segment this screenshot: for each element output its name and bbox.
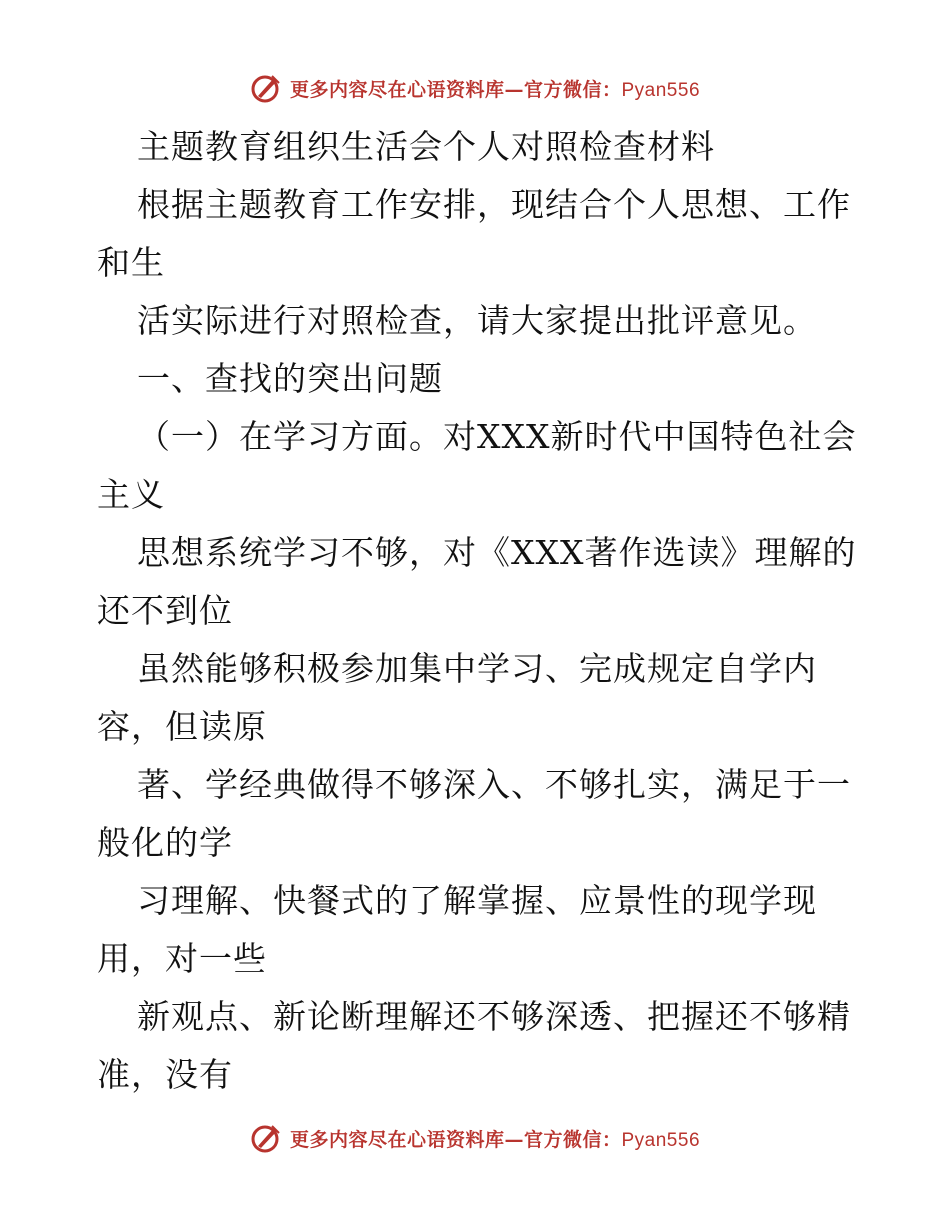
document-body [97,118,857,1104]
text-line: 著、学经典做得不够深入、不够扎实，满足于一 [137,765,851,804]
footer-banner [0,1122,950,1154]
text-line: 主义 [97,475,165,514]
banner-text: 更多内容尽在心语资料库—官方微信：Pyan556 [289,1128,701,1151]
text-line: 根据主题教育工作安排，现结合个人思想、工作 [137,185,851,224]
text-line: 习理解、快餐式的了解掌握、应景性的现学现 [137,881,817,920]
quill-pen-logo-icon [250,72,282,104]
banner-text: 更多内容尽在心语资料库—官方微信：Pyan556 [289,78,701,101]
text-line: （一）在学习方面。对XXX新时代中国特色社会 [137,417,857,456]
text-line: 主题教育组织生活会个人对照检查材料 [137,127,715,166]
text-line: 新观点、新论断理解还不够深透、把握还不够精 [137,997,851,1036]
banner-contact: Pyan556 [621,1129,701,1151]
text-line: 容，但读原 [97,707,267,746]
header-banner [0,72,950,104]
quill-pen-logo-icon [250,1122,282,1154]
text-line: 准，没有 [97,1055,233,1094]
text-line: 用，对一些 [97,939,267,978]
banner-contact: Pyan556 [621,79,701,101]
text-line: 和生 [97,243,165,282]
text-line: 思想系统学习不够，对《XXX著作选读》理解的 [137,533,857,572]
text-line: 一、查找的突出问题 [137,359,443,398]
text-line: 般化的学 [97,823,233,862]
text-line: 虽然能够积极参加集中学习、完成规定自学内 [137,649,817,688]
text-line: 还不到位 [97,591,233,630]
text-line: 活实际进行对照检查，请大家提出批评意见。 [137,301,817,340]
